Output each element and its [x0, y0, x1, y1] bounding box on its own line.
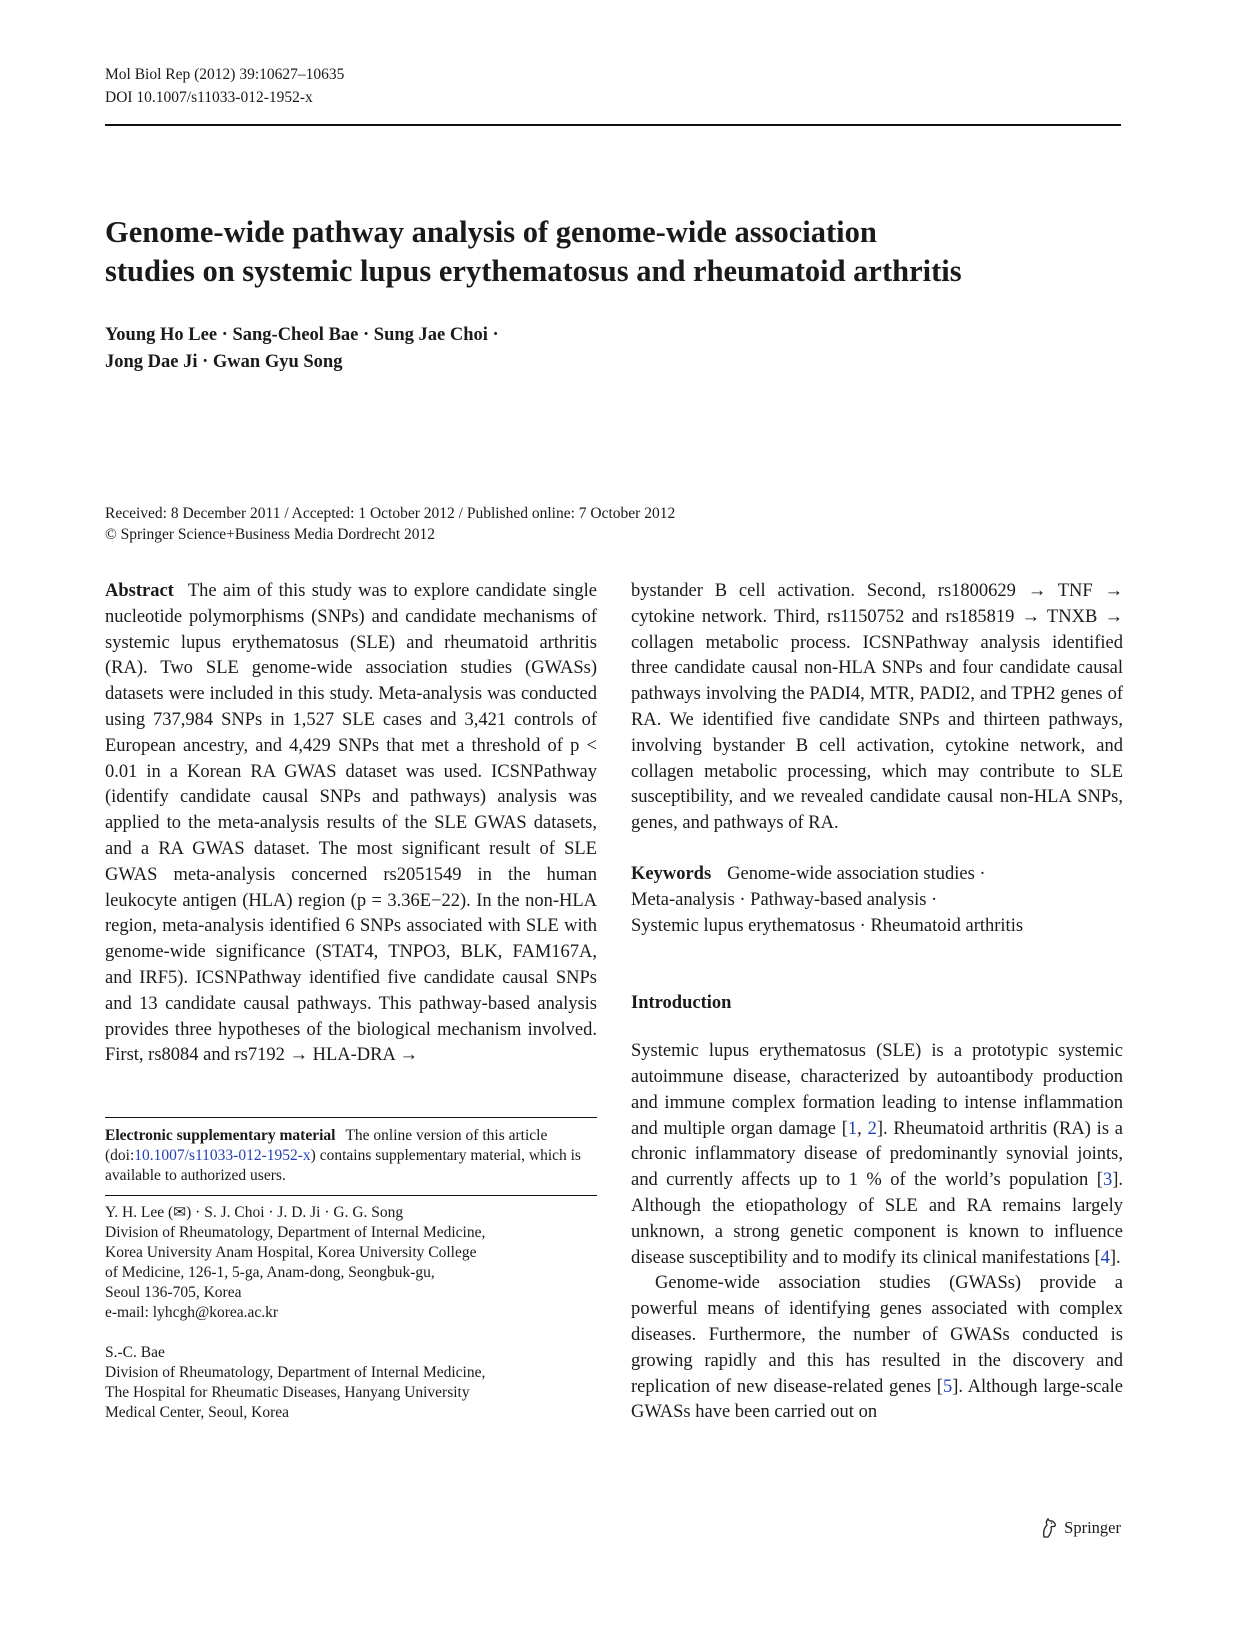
citation-3[interactable]: 3: [1102, 1170, 1113, 1191]
authors-line-2: Jong Dae Ji · Gwan Gyu Song: [105, 352, 343, 372]
author-list: [105, 322, 499, 376]
authors-line-1: Young Ho Lee · Sang-Cheol Bae · Sung Jae Choi ·: [105, 325, 499, 345]
abstract-paragraph: [105, 579, 597, 1069]
intro-p1-text-c: ]. Although the etiopathology of SLE and RA remains largely unknown, a strong genetic component is known to influence disease susceptibility and to modify its clinical manifestations [: [631, 1170, 1123, 1268]
esm-label: Electronic supplementary material: [105, 1127, 336, 1144]
aff1-email[interactable]: e-mail: lyhcgh@korea.ac.kr: [105, 1304, 279, 1321]
copyright-line: © Springer Science+Business Media Dordrecht 2012: [105, 526, 436, 543]
aff1-names: Y. H. Lee (✉) · S. J. Choi · J. D. Ji · G. G. Song: [105, 1204, 404, 1221]
introduction-heading: Introduction: [631, 993, 732, 1014]
intro-p2-text-a: Genome-wide association studies (GWASs) provide a powerful means of identifying genes associated with complex diseases. Furthermore, the number of GWASs conducted is growing rapidly and this has resulted in the discovery and replication of new disease-related genes [: [631, 1273, 1123, 1397]
citation-5[interactable]: 5: [942, 1376, 953, 1397]
aff1-line-3: of Medicine, 126-1, 5-ga, Anam-dong, Seongbuk-gu,: [105, 1264, 435, 1281]
affiliation-block-1: [105, 1203, 595, 1323]
intro-paragraph-1: [631, 1039, 1123, 1271]
intro-p1-sep: ,: [857, 1118, 868, 1139]
aff2-line-3: Medical Center, Seoul, Korea: [105, 1404, 290, 1421]
intro-paragraph-2: [631, 1271, 1123, 1426]
journal-citation: Mol Biol Rep (2012) 39:10627–10635: [105, 66, 345, 83]
keywords-line-2: Meta-analysis · Pathway-based analysis ·: [631, 889, 938, 910]
footnote-rule: [105, 1117, 597, 1118]
publication-dates: [105, 503, 675, 545]
doi-line: DOI 10.1007/s11033-012-1952-x: [105, 89, 313, 106]
esm-text-b: ) contains supplementary material, which is available to authorized users.: [105, 1147, 581, 1184]
abstract-continued: bystander B cell activation. Second, rs1800629 → TNF → cytokine network. Third, rs1150752 and rs185819 → TNXB → collagen metabolic process. ICSNPathway analysis identified three candidate causal non-HLA SNPs and four candidate causal pathways involving the PADI4, MTR, PADI2, and TPH2 genes of RA. We identified five candidate SNPs and thirteen pathways, involving bystander B cell activation, cytokine network, and collagen metabolic processing, which may contribute to SLE susceptibility, and we revealed candidate causal non-HLA SNPs, genes, and pathways of RA.: [631, 581, 1123, 834]
affiliation-rule: [105, 1195, 597, 1196]
keywords-line-3: Systemic lupus erythematosus · Rheumatoid arthritis: [631, 915, 1024, 936]
esm-text-a: The online version of this article (doi:: [105, 1127, 548, 1164]
esm-doi-link[interactable]: 10.1007/s11033-012-1952-x: [134, 1147, 311, 1164]
article-title: [105, 213, 1105, 291]
citation-1[interactable]: 1: [847, 1118, 858, 1139]
aff1-line-4: Seoul 136-705, Korea: [105, 1284, 242, 1301]
left-column: [105, 579, 597, 1069]
intro-p2-text-b: ]. Although large-scale GWASs have been carried out on: [631, 1376, 1123, 1423]
aff2-names: S.-C. Bae: [105, 1344, 165, 1361]
esm-footnote: [105, 1126, 595, 1186]
title-line-2: studies on systemic lupus erythematosus and rheumatoid arthritis: [105, 254, 962, 288]
publisher-mark: [1039, 1517, 1121, 1539]
aff2-line-2: The Hospital for Rheumatic Diseases, Hanyang University: [105, 1384, 470, 1401]
keywords-label: Keywords: [631, 863, 712, 884]
header-rule: [105, 124, 1121, 126]
abstract-label: Abstract: [105, 581, 174, 601]
title-line-1: Genome-wide pathway analysis of genome-wide association: [105, 215, 877, 249]
aff2-line-1: Division of Rheumatology, Department of Internal Medicine,: [105, 1364, 486, 1381]
citation-2[interactable]: 2: [867, 1118, 877, 1139]
running-header: [105, 63, 344, 109]
abstract-text-left: The aim of this study was to explore candidate single nucleotide polymorphisms (SNPs) and candidate mechanisms of systemic lupus erythematosus (SLE) and rheumatoid arthritis (RA). Two SLE genome-wide association studies (GWASs) datasets were included in this study. Meta-analysis was conducted using 737,984 SNPs in 1,527 SLE cases and 3,421 controls of European ancestry, and 4,429 SNPs that met a threshold of p < 0.01 in a Korean RA GWAS dataset was used. ICSNPathway (identify candidate causal SNPs and pathways) analysis was applied to the meta-analysis results of the SLE GWAS datasets, and a RA GWAS dataset. The most significant result of SLE GWAS meta-analysis concerned rs2051549 in the human leukocyte antigen (HLA) region (p = 3.36E−22). In the non-HLA region, meta-analysis identified 6 SNPs associated with SLE with genome-wide significance (STAT4, TNPO3, BLK, FAM167A, and IRF5). ICSNPathway identified five candidate causal SNPs and 13 candidate causal pathways. This pathway-based analysis provides three hypotheses of the biological mechanism involved. First, rs8084 and rs7192 → HLA-DRA →: [105, 581, 597, 1066]
citation-4[interactable]: 4: [1100, 1247, 1110, 1268]
publisher-name: Springer: [1064, 1518, 1121, 1537]
aff1-line-1: Division of Rheumatology, Department of Internal Medicine,: [105, 1224, 486, 1241]
springer-horse-icon: [1039, 1517, 1059, 1539]
right-column: [631, 579, 1123, 1426]
intro-p1-text-b: ]. Rheumatoid arthritis (RA) is a chronic inflammatory disease of predominantly synovial joints, and currently affects up to 1 % of the world’s population [: [631, 1118, 1124, 1191]
intro-p1-text-a: Systemic lupus erythematosus (SLE) is a prototypic systemic autoimmune disease, characterized by autoantibody production and immune complex formation leading to intense inflammation and multiple organ damage [: [631, 1041, 1123, 1139]
keywords-line-1: Genome-wide association studies ·: [727, 863, 986, 884]
affiliation-block-2: [105, 1343, 595, 1423]
history-line: Received: 8 December 2011 / Accepted: 1 October 2012 / Published online: 7 October 2012: [105, 505, 676, 522]
aff1-line-2: Korea University Anam Hospital, Korea University College: [105, 1244, 477, 1261]
keywords-block: [631, 862, 1123, 939]
intro-p1-text-d: ].: [1109, 1247, 1121, 1268]
